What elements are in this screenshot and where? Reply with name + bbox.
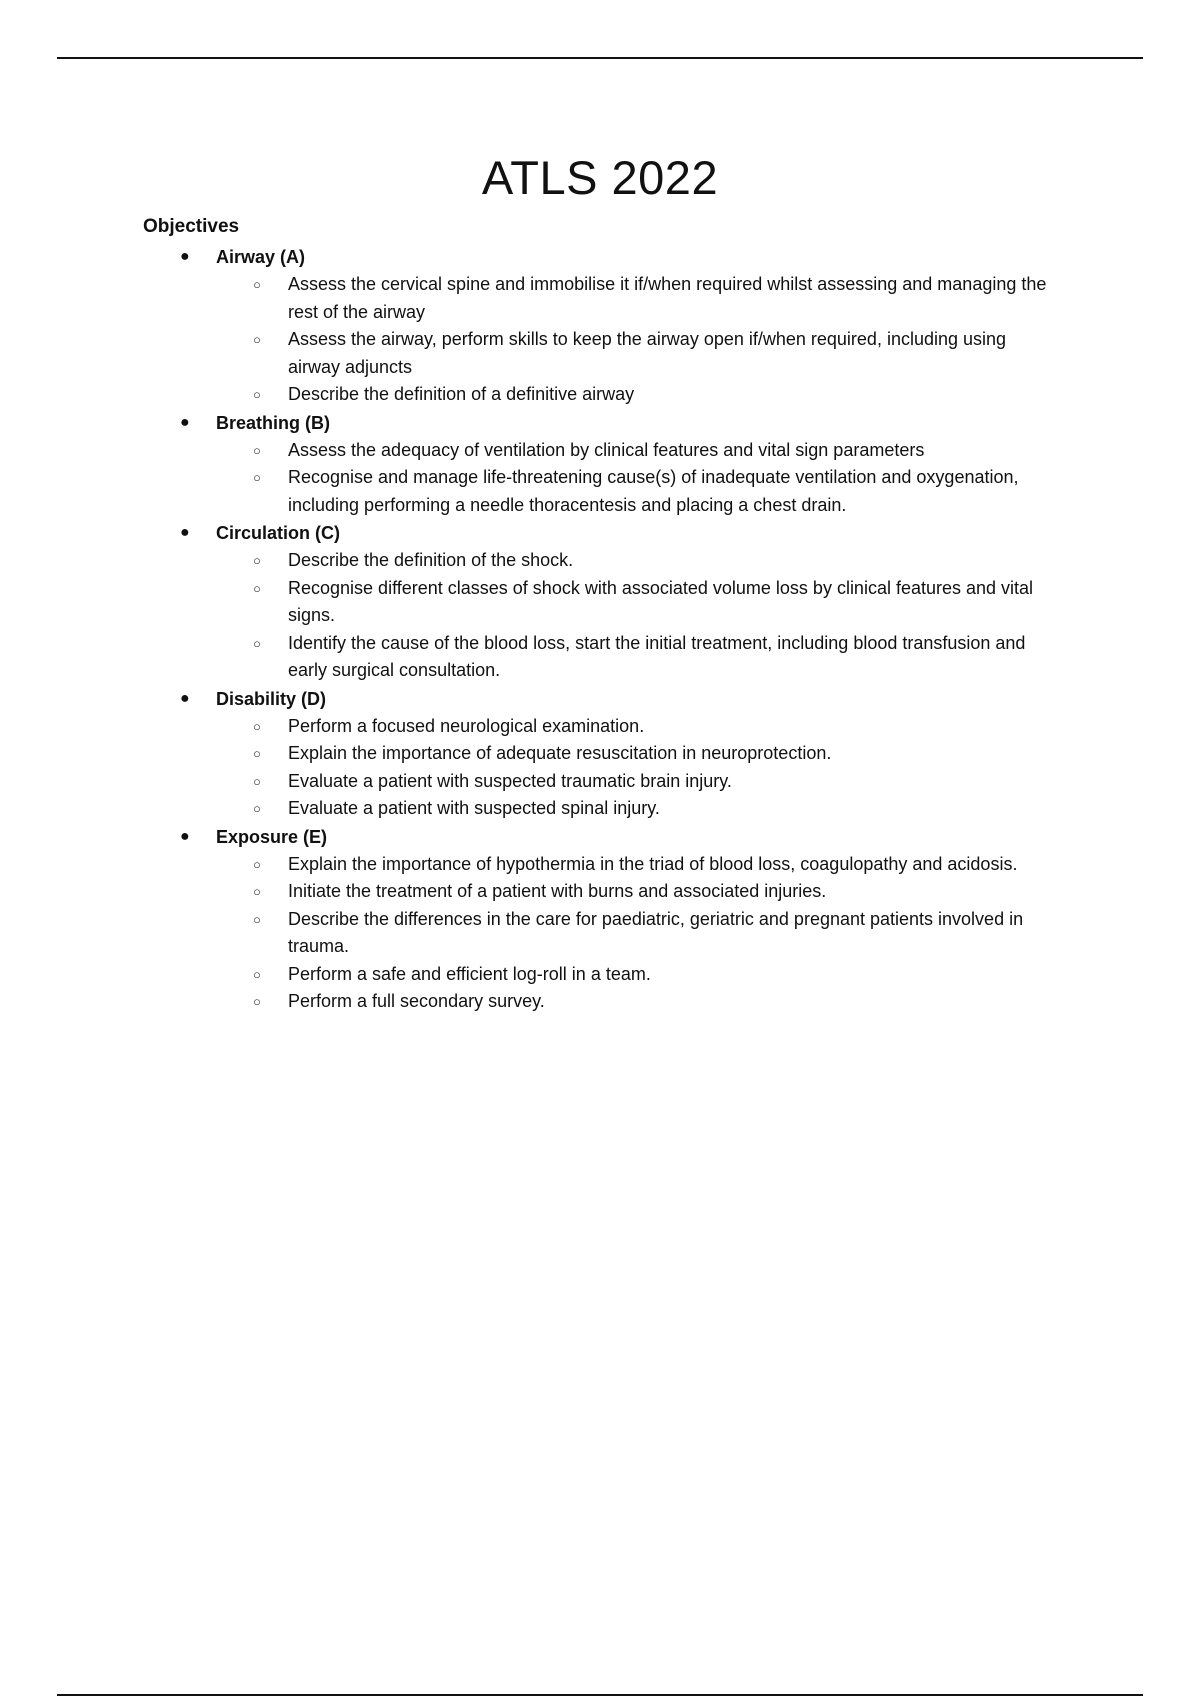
circle-bullet-icon: ○ xyxy=(253,553,261,568)
section-disability xyxy=(0,685,1200,823)
list-item: ○ Identify the cause of the blood loss, start the initial treatment, including blood transfusion and early surgical consultation. xyxy=(0,630,1200,685)
circle-bullet-icon: ○ xyxy=(253,332,261,347)
section-label: Exposure (E) xyxy=(216,826,328,847)
circle-bullet-icon: ○ xyxy=(253,277,261,292)
list-item: ○ Recognise different classes of shock with associated volume loss by clinical features and vital signs. xyxy=(0,575,1200,630)
circle-bullet-icon: ○ xyxy=(253,746,261,761)
circle-bullet-icon: ○ xyxy=(253,387,261,402)
section-airway xyxy=(0,243,1200,409)
circle-bullet-icon: ○ xyxy=(253,966,261,982)
list-item: ○ Assess the cervical spine and immobilise it if/when required whilst assessing and managing the rest of the airway xyxy=(0,271,1200,326)
bullet-icon: ● xyxy=(180,524,190,541)
section-label: Disability (D) xyxy=(216,688,327,709)
list-item: ○ Evaluate a patient with suspected traumatic brain injury. xyxy=(0,768,1200,796)
list-item: ○ Initiate the treatment of a patient with burns and associated injuries. xyxy=(0,878,1200,906)
circle-bullet-icon: ○ xyxy=(253,635,261,651)
circle-bullet-icon: ○ xyxy=(253,470,261,485)
bullet-icon: ● xyxy=(180,413,190,431)
section-breathing xyxy=(0,409,1200,520)
bullet-icon: ● xyxy=(180,689,190,707)
section-label: Breathing (B) xyxy=(216,412,330,433)
circle-bullet-icon: ○ xyxy=(253,801,261,816)
section-circulation xyxy=(0,519,1200,685)
circle-bullet-icon: ○ xyxy=(253,580,261,596)
page-header-rule xyxy=(57,57,1143,59)
section-label: Circulation (C) xyxy=(216,523,340,543)
list-item: ○ Perform a full secondary survey. xyxy=(0,988,1200,1016)
document-title: ATLS 2022 xyxy=(481,151,719,204)
circle-bullet-icon: ○ xyxy=(253,911,261,927)
circle-bullet-icon: ○ xyxy=(253,718,261,734)
circle-bullet-icon: ○ xyxy=(253,994,261,1009)
bullet-icon: ● xyxy=(180,827,190,845)
objectives-heading: Objectives xyxy=(143,216,240,237)
list-item: ○ Assess the adequacy of ventilation by clinical features and vital sign parameters xyxy=(0,437,1200,465)
list-item: ○ Describe the definition of the shock. xyxy=(0,547,1200,575)
list-item: ○ Explain the importance of hypothermia in the triad of blood loss, coagulopathy and acidosis. xyxy=(0,851,1200,879)
list-item: ○ Evaluate a patient with suspected spinal injury. xyxy=(0,795,1200,823)
list-item: ○ Describe the differences in the care for paediatric, geriatric and pregnant patients involved in trauma. xyxy=(0,906,1200,961)
circle-bullet-icon: ○ xyxy=(253,884,261,899)
list-item: ○ Explain the importance of adequate resuscitation in neuroprotection. xyxy=(0,740,1200,768)
list-item: ○ Describe the definition of a definitive airway xyxy=(0,381,1200,409)
circle-bullet-icon: ○ xyxy=(253,773,261,789)
bullet-icon: ● xyxy=(180,248,190,265)
circle-bullet-icon: ○ xyxy=(253,856,261,872)
list-item: ○ Perform a focused neurological examination. xyxy=(0,713,1200,741)
list-item: ○ Recognise and manage life-threatening cause(s) of inadequate ventilation and oxygenation, including performing a needle thoracentesis and placing a chest drain. xyxy=(0,464,1200,519)
circle-bullet-icon: ○ xyxy=(253,442,261,458)
list-item: ○ Assess the airway, perform skills to keep the airway open if/when required, including using airway adjuncts xyxy=(0,326,1200,381)
page-footer-rule xyxy=(57,1694,1143,1696)
objectives-list xyxy=(0,243,1200,1016)
list-item: ○ Perform a safe and efficient log-roll in a team. xyxy=(0,961,1200,989)
section-exposure xyxy=(0,823,1200,1016)
section-label: Airway (A) xyxy=(216,247,306,267)
